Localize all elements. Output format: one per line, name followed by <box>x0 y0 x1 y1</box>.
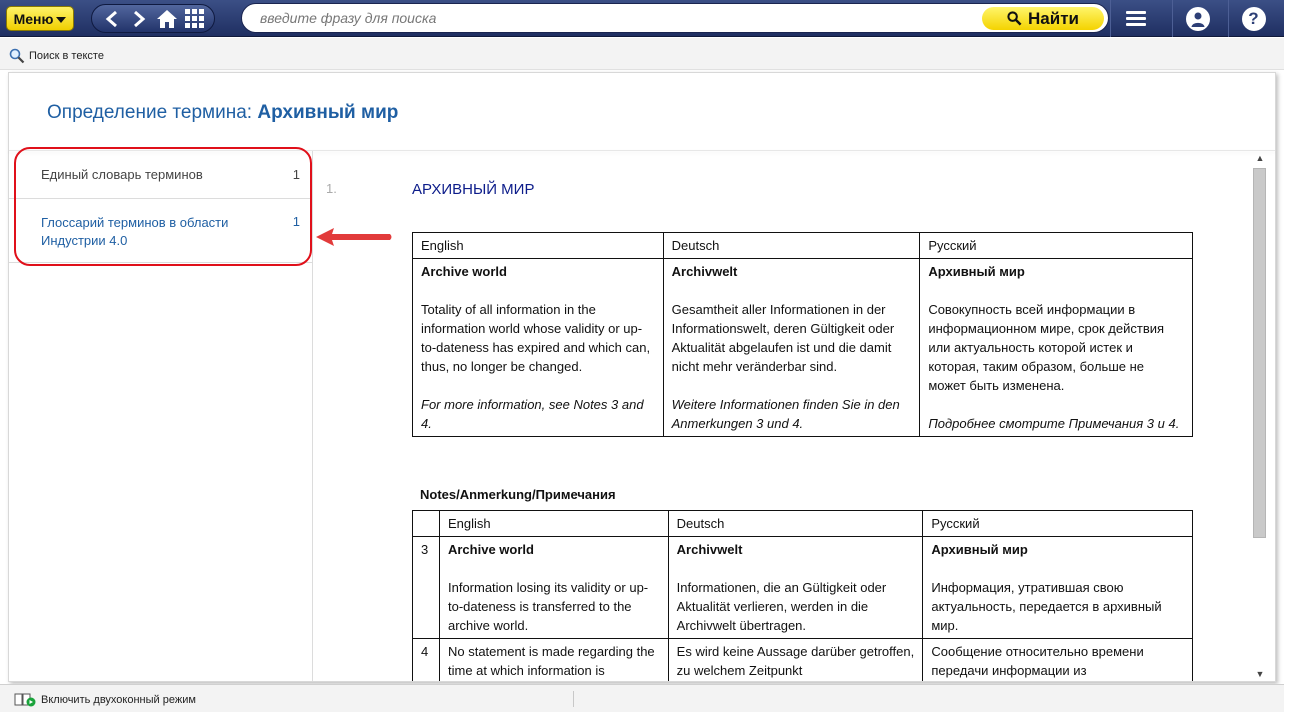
table-cell <box>668 537 923 639</box>
forward-icon[interactable] <box>126 6 152 32</box>
divider <box>573 691 574 707</box>
note-term-ru: Архивный мир <box>931 542 1028 557</box>
sidebar-item-count: 1 <box>292 214 300 229</box>
caret-down-icon <box>56 17 66 23</box>
table-row <box>413 537 1193 639</box>
sidebar-item-label: Глоссарий терминов в области Индустрии 4.0 <box>41 215 229 248</box>
table-cell <box>923 537 1193 639</box>
hamburger-menu-icon[interactable] <box>1110 0 1160 37</box>
scroll-up-icon[interactable]: ▲ <box>1255 153 1265 163</box>
page-title-term: Архивный мир <box>257 102 399 123</box>
scrollbar-thumb[interactable] <box>1253 168 1266 538</box>
two-window-mode-button[interactable] <box>14 693 196 707</box>
table-cell: Сообщение относительно времени передачи информации из <box>923 639 1193 682</box>
definition-panel <box>8 72 1276 682</box>
table-cell: No statement is made regarding the time at which information is <box>439 639 668 682</box>
sidebar-item-count: 1 <box>292 167 300 182</box>
table-cell: Es wird keine Aussage darüber getroffen, zu welchem Zeitpunkt <box>668 639 923 682</box>
page-title <box>47 102 398 124</box>
table-cell <box>920 259 1193 437</box>
note-term-de: Archivwelt <box>676 542 743 557</box>
search-in-text-label: Поиск в тексте <box>29 50 104 62</box>
notes-ref-ru: Подробнее смотрите Примечания 3 и 4. <box>928 416 1180 431</box>
table-header-cell: English <box>413 233 664 259</box>
search-box <box>241 3 1109 33</box>
table-cell <box>439 537 668 639</box>
table-cell <box>663 259 920 437</box>
notes-ref-de: Weitere Informationen finden Sie in den Anmerkungen 3 und 4. <box>671 397 900 431</box>
status-bar <box>0 684 1284 712</box>
back-icon[interactable] <box>99 6 125 32</box>
table-header-cell: Русский <box>920 233 1193 259</box>
menu-label: Меню <box>13 10 54 27</box>
two-window-icon <box>14 693 36 707</box>
navigation-group <box>91 4 215 33</box>
table-header-cell: English <box>439 511 668 537</box>
red-highlight-frame <box>14 147 312 266</box>
table-header-row <box>413 511 1193 537</box>
definition-table <box>412 232 1193 437</box>
table-row <box>413 259 1193 437</box>
search-icon <box>9 48 25 64</box>
note-text-en: Information losing its validity or up-to-dateness is transferred to the archive world. <box>447 580 649 633</box>
two-window-mode-label: Включить двухоконный режим <box>41 694 196 706</box>
secondary-toolbar <box>0 38 1284 70</box>
definition-en: Totality of all information in the information world whose validity or up-to-dateness has expired and which can, thus, no longer be changed. <box>421 302 651 374</box>
note-term-en: Archive world <box>447 542 534 557</box>
user-icon[interactable] <box>1172 0 1222 37</box>
table-header-cell: Deutsch <box>668 511 923 537</box>
grid-icon[interactable] <box>181 6 207 32</box>
note-number: 3 <box>413 537 440 639</box>
item-number: 1. <box>326 181 337 196</box>
note-number: 4 <box>413 639 440 682</box>
term-en: Archive world <box>421 264 507 279</box>
find-button[interactable] <box>982 7 1104 30</box>
definition-ru: Совокупность всей информации в информационном мире, срок действия или актуальность которой истек и которая, таким образом, больше не может быть изменена. <box>928 302 1165 393</box>
notes-label: Notes/Anmerkung/Примечания <box>420 487 616 502</box>
table-header-cell <box>413 511 440 537</box>
sidebar-item-label: Единый словарь терминов <box>41 167 203 182</box>
magnifier-icon <box>1007 11 1022 26</box>
notes-table <box>412 510 1193 681</box>
scroll-down-icon[interactable]: ▼ <box>1255 669 1265 679</box>
document-heading: АРХИВНЫЙ МИР <box>412 181 535 198</box>
home-icon[interactable] <box>154 6 180 32</box>
find-label: Найти <box>1028 8 1079 28</box>
definition-de: Gesamtheit aller Informationen in der Informationswelt, deren Gültigkeit oder Aktualität abgelaufen ist und die damit nicht mehr veränderbar sind. <box>671 302 895 374</box>
page-title-prefix: Определение термина: <box>47 102 253 123</box>
note-text-ru: Информация, утратившая свою актуальность, передается в архивный мир. <box>931 580 1162 633</box>
help-icon[interactable]: ? <box>1228 0 1278 37</box>
table-header-cell: Deutsch <box>663 233 920 259</box>
table-row <box>413 639 1193 682</box>
search-input[interactable] <box>260 8 980 28</box>
term-de: Archivwelt <box>671 264 738 279</box>
top-toolbar <box>0 0 1284 37</box>
menu-button[interactable] <box>6 6 74 31</box>
search-in-text-button[interactable] <box>9 48 104 64</box>
document-content <box>314 151 1250 681</box>
notes-ref-en: For more information, see Notes 3 and 4. <box>421 397 644 431</box>
table-header-cell: Русский <box>923 511 1193 537</box>
table-cell <box>413 259 664 437</box>
table-header-row <box>413 233 1193 259</box>
vertical-scrollbar[interactable] <box>1252 151 1268 681</box>
note-text-de: Informationen, die an Gültigkeit oder Aktualität verlieren, werden in die Archivwelt übertragen. <box>676 580 887 633</box>
term-ru: Архивный мир <box>928 264 1025 279</box>
